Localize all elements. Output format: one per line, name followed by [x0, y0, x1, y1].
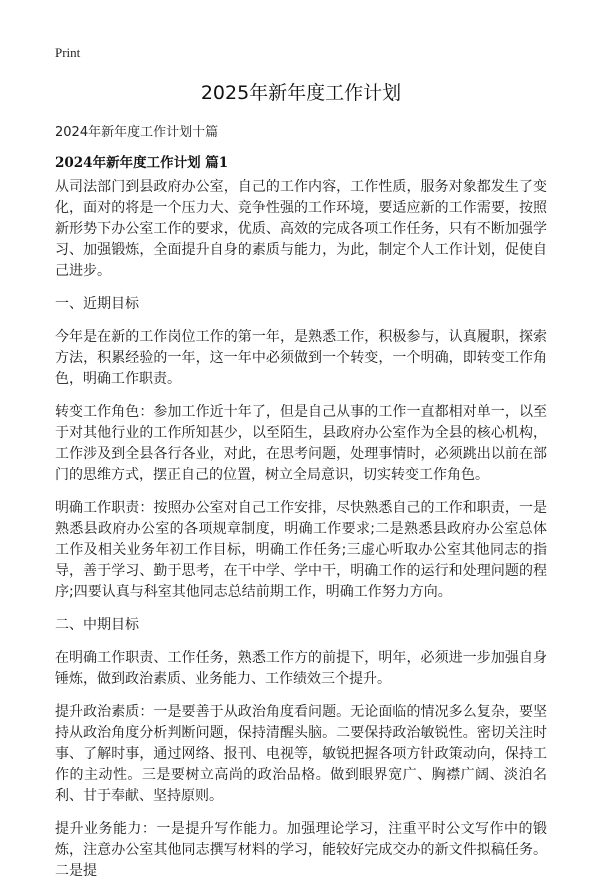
paragraph: 明确工作职责：按照办公室对自己工作安排，尽快熟悉自己的工作和职责，一是熟悉县政府办公室的各项规章制度，明确工作要求;二是熟悉县政府办公室总体工作及相关业务年初工作目标，明确工作任务;三虚心听取办公室其他同志的指导，善于学习、勤于思考，在干中学、学中干，明确工作的运行和处理问题的程序;四要认真与科室其他同志总结前期工作，明确工作努力方向。	[55, 500, 547, 600]
section-heading-near-term: 一、近期目标	[55, 296, 139, 312]
document-title: 2025年新年度工作计划	[200, 82, 402, 104]
paragraph: 提升业务能力：一是提升写作能力。加强理论学习，注重平时公文写作中的锻炼，注意办公室其他同志撰写材料的学习，能较好完成交办的新文件拟稿任务。二是提	[55, 821, 547, 879]
section-heading-mid-term: 二、中期目标	[55, 617, 139, 633]
paragraph: 从司法部门到县政府办公室，自己的工作内容，工作性质，服务对象都发生了变化，面对的将是一个压力大、竞争性强的工作环境，要适应新的工作需要，按照新形势下办公室工作的要求，优质、高效的完成各项工作任务，只有不断加强学习、加强锻炼，全面提升自身的素质与能力，为此，制定个人工作计划，促使自己进步。	[55, 179, 547, 279]
paragraph: 今年是在新的工作岗位工作的第一年，是熟悉工作，积极参与，认真履职，探索方法，积累经验的一年，这一年中必须做到一个转变，一个明确，即转变工作角色，明确工作职责。	[55, 329, 547, 387]
section-title: 2024年新年度工作计划 篇1	[55, 155, 229, 171]
paragraph: 提升政治素质：一是要善于从政治角度看问题。无论面临的情况多么复杂，要坚持从政治角度分析判断问题，保持清醒头脑。二要保持政治敏锐性。密切关注时事、了解时事，通过网络、报刊、电视等，敏锐把握各项方针政策动向，保持工作的主动性。三是要树立高尚的政治品格。做到眼界宽广、胸襟广阔、淡泊名利、甘于奉献、坚持原则。	[55, 704, 547, 804]
document-subtitle: 2024年新年度工作计划十篇	[55, 125, 219, 140]
print-link[interactable]: Print	[55, 45, 81, 60]
document-body	[55, 177, 547, 894]
paragraph: 转变工作角色：参加工作近十年了，但是自己从事的工作一直都相对单一，以至于对其他行业的工作所知甚少，以至陌生，县政府办公室作为全县的核心机构，工作涉及到全县各行各业，对此，在思考问题，处理事情时，必须跳出以前在部门的思维方式，摆正自己的位置，树立全局意识，切实转变工作角色。	[55, 404, 547, 483]
paragraph: 在明确工作职责、工作任务，熟悉工作方的前提下，明年，必须进一步加强自身锤炼，做到政治素质、业务能力、工作绩效三个提升。	[55, 650, 547, 687]
